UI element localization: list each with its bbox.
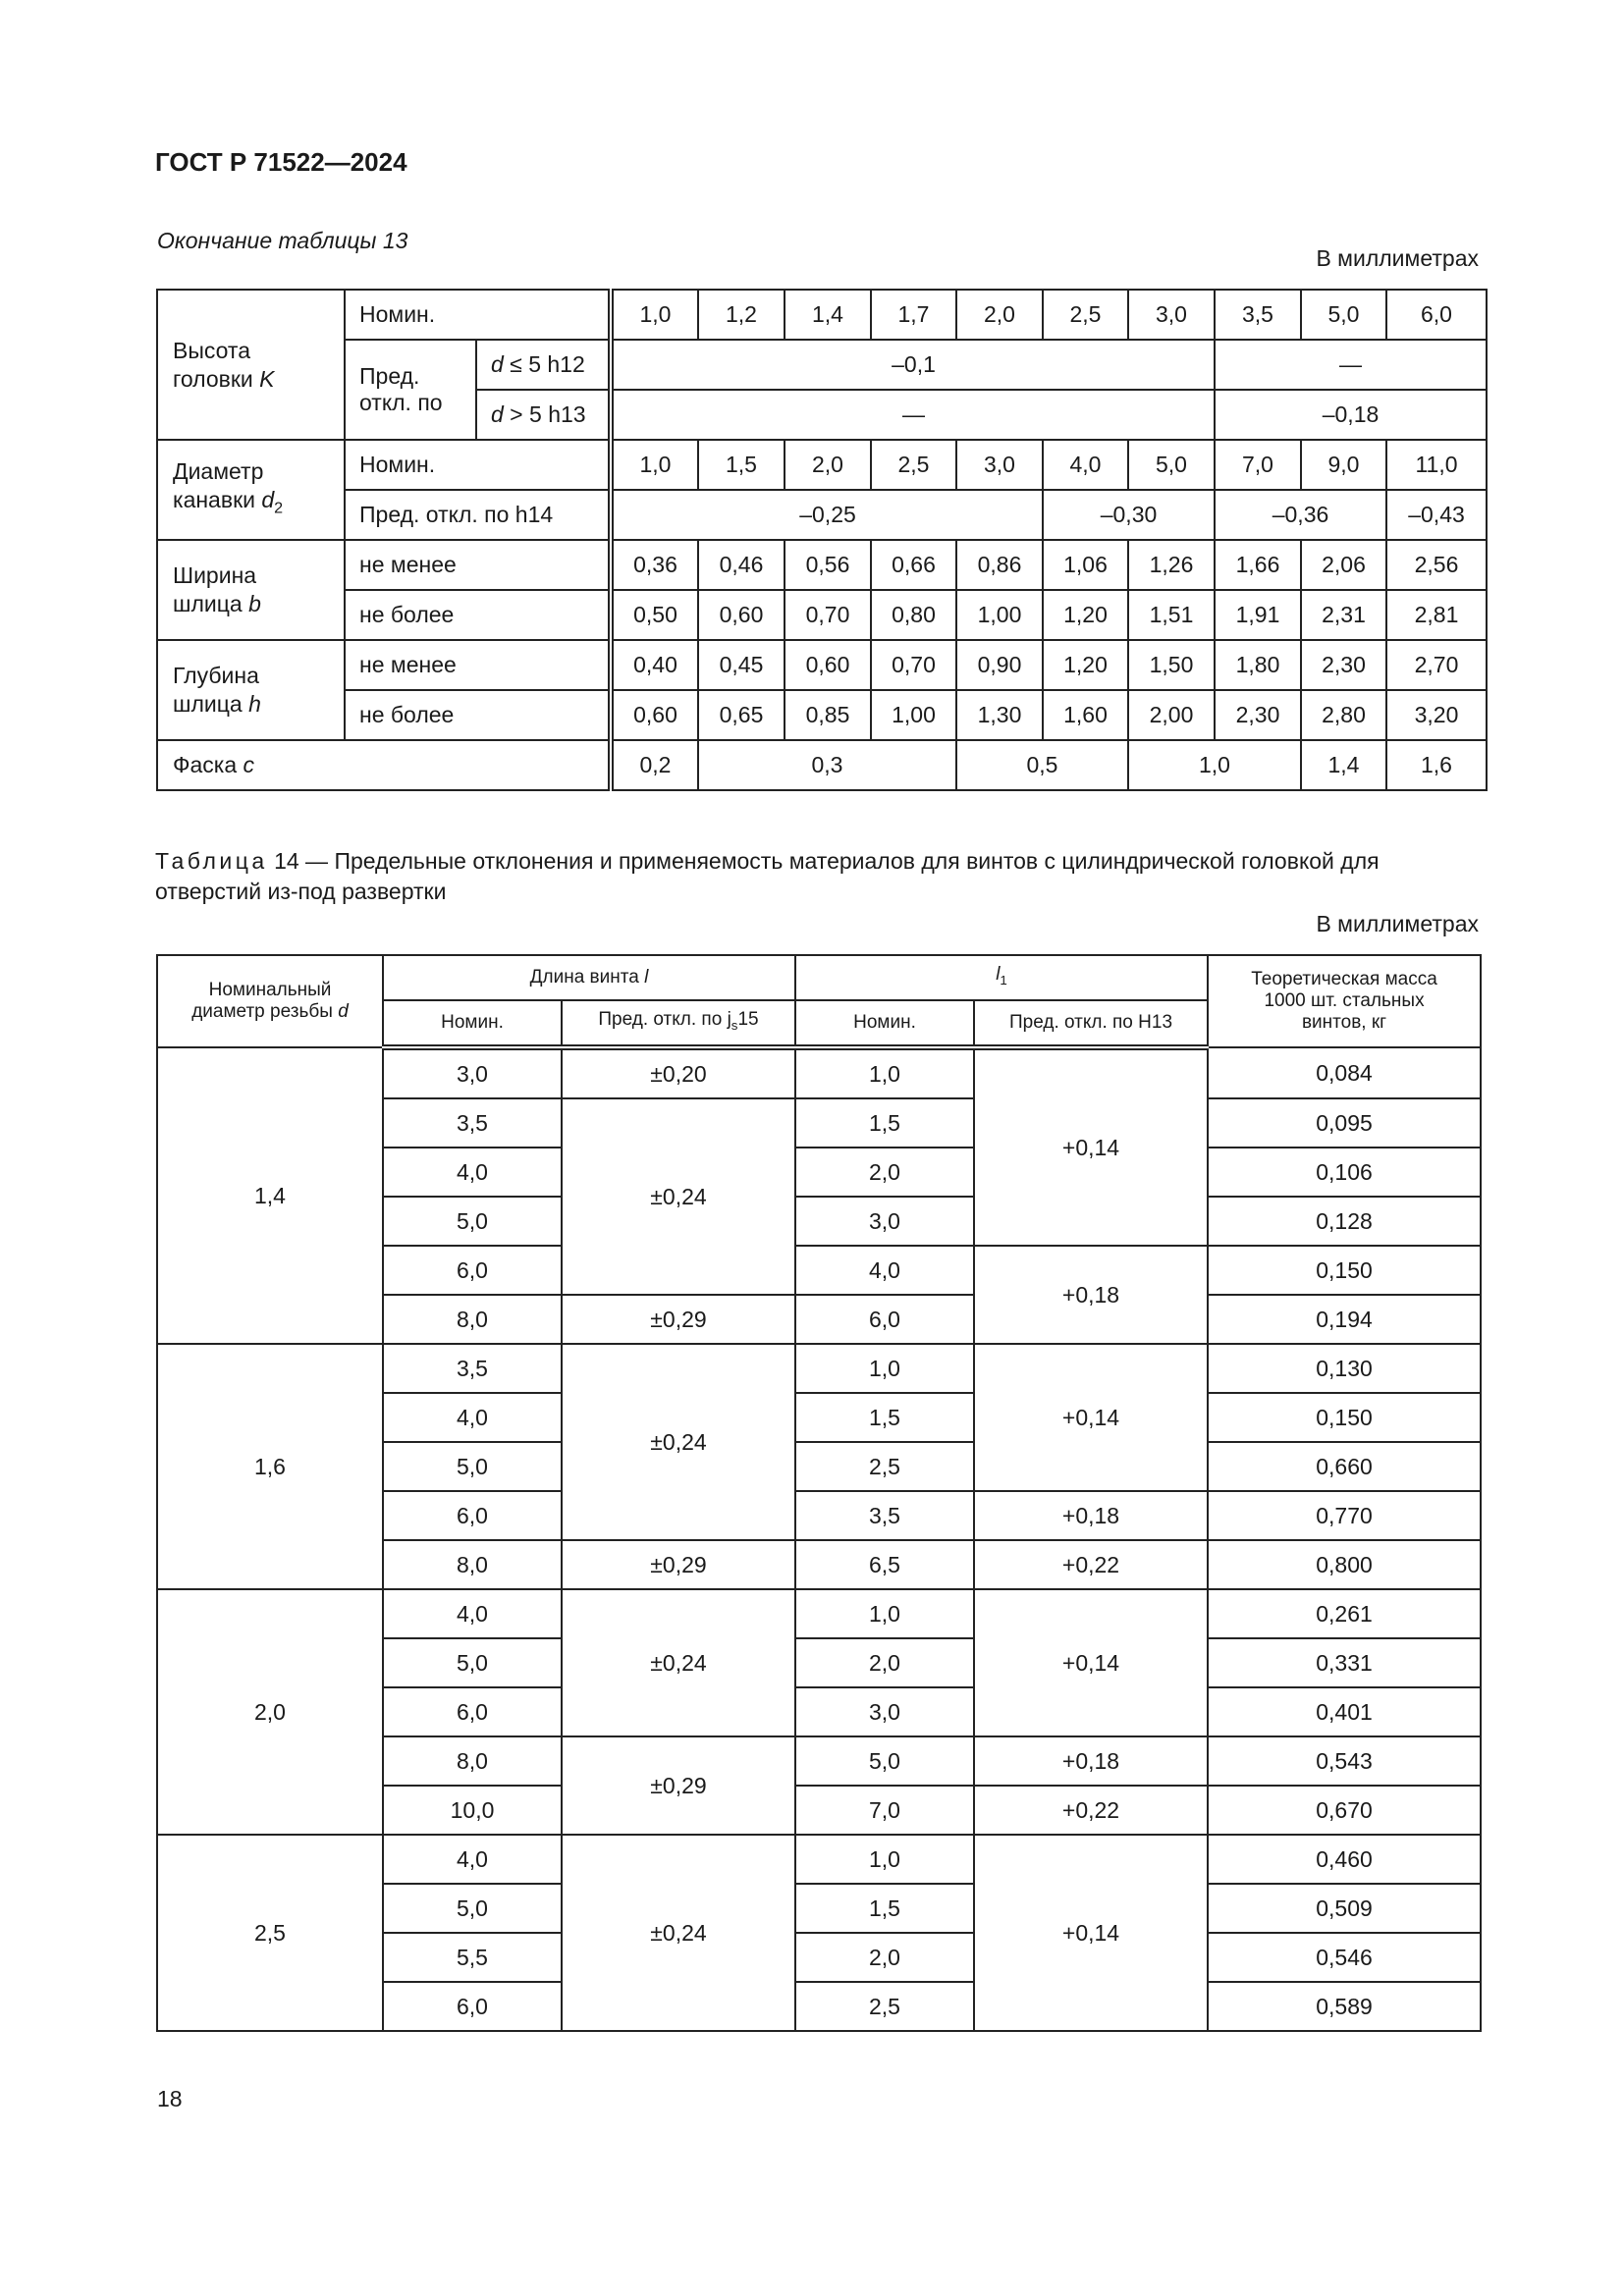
table-continuation-label: Окончание таблицы 13 [157, 228, 408, 253]
k-dev-cell: — [611, 390, 1215, 440]
h-max-cell: 1,60 [1043, 690, 1128, 740]
slot-width-label: Ширина шлица b [157, 540, 345, 640]
b-max-cell: 1,91 [1215, 590, 1301, 640]
c-cell: 1,4 [1301, 740, 1386, 790]
mass-cell: 0,543 [1208, 1736, 1481, 1786]
d2-nom-cell: 5,0 [1128, 440, 1215, 490]
length-cell: 6,0 [383, 1491, 562, 1540]
header-nominal: Номин. [383, 1000, 562, 1047]
groove-diameter-label: Диаметр канавки $d_2$ [157, 440, 345, 540]
length-dev-cell: ±0,29 [562, 1295, 795, 1344]
l1-dev-cell: +0,14 [974, 1589, 1208, 1736]
l1-dev-cell: +0,22 [974, 1786, 1208, 1835]
c-cell: 1,0 [1128, 740, 1301, 790]
h-max-cell: 1,00 [871, 690, 956, 740]
b-min-cell: 2,56 [1386, 540, 1487, 590]
h-min-cell: 2,30 [1301, 640, 1386, 690]
mass-cell: 0,095 [1208, 1098, 1481, 1148]
length-cell: 4,0 [383, 1589, 562, 1638]
header-screw-length: Длина винта l [383, 955, 795, 1000]
b-max-cell: 0,50 [611, 590, 698, 640]
d2-nom-cell: 1,5 [698, 440, 785, 490]
b-max-cell: 2,31 [1301, 590, 1386, 640]
c-cell: 0,5 [956, 740, 1128, 790]
k-dev-cell: –0,1 [611, 340, 1215, 390]
h-max-cell: 2,00 [1128, 690, 1215, 740]
h-min-cell: 1,20 [1043, 640, 1128, 690]
mass-cell: 0,401 [1208, 1687, 1481, 1736]
b-min-cell: 0,56 [785, 540, 871, 590]
l1-cell: 3,0 [795, 1687, 974, 1736]
d2-nom-cell: 11,0 [1386, 440, 1487, 490]
l1-cell: 2,0 [795, 1933, 974, 1982]
mass-cell: 0,261 [1208, 1589, 1481, 1638]
b-min-cell: 0,46 [698, 540, 785, 590]
length-cell: 4,0 [383, 1393, 562, 1442]
k-nom-cell: 3,0 [1128, 290, 1215, 340]
d2-nom-cell: 4,0 [1043, 440, 1128, 490]
b-min-cell: 0,36 [611, 540, 698, 590]
table-14-caption-text: 14 — Предельные отклонения и применяемость материалов для винтов с цилиндрической головкой для отверстий из-под развертки [155, 848, 1380, 904]
header-nominal: Номин. [795, 1000, 974, 1047]
length-cell: 3,0 [383, 1047, 562, 1098]
d2-nom-cell: 2,0 [785, 440, 871, 490]
length-cell: 5,0 [383, 1884, 562, 1933]
length-cell: 3,5 [383, 1344, 562, 1393]
length-dev-cell: ±0,29 [562, 1736, 795, 1835]
length-dev-cell: ±0,24 [562, 1344, 795, 1540]
l1-cell: 4,0 [795, 1246, 974, 1295]
l1-dev-cell: +0,14 [974, 1835, 1208, 2031]
cond-gt-label: d > 5 h13 [476, 390, 611, 440]
length-dev-cell: ±0,24 [562, 1098, 795, 1295]
h-max-cell: 3,20 [1386, 690, 1487, 740]
length-cell: 5,0 [383, 1442, 562, 1491]
l1-cell: 3,0 [795, 1197, 974, 1246]
head-height-label-k: головки K [173, 365, 275, 392]
page-number: 18 [157, 2086, 183, 2111]
b-min-cell: 1,66 [1215, 540, 1301, 590]
length-cell: 5,0 [383, 1638, 562, 1687]
mass-cell: 0,770 [1208, 1491, 1481, 1540]
mass-cell: 0,509 [1208, 1884, 1481, 1933]
h-min-cell: 2,70 [1386, 640, 1487, 690]
length-cell: 5,0 [383, 1197, 562, 1246]
d2-nom-cell: 2,5 [871, 440, 956, 490]
mass-cell: 0,084 [1208, 1047, 1481, 1098]
length-cell: 8,0 [383, 1540, 562, 1589]
length-cell: 8,0 [383, 1736, 562, 1786]
mass-cell: 0,460 [1208, 1835, 1481, 1884]
h-min-cell: 0,60 [785, 640, 871, 690]
l1-cell: 2,0 [795, 1148, 974, 1197]
mass-cell: 0,660 [1208, 1442, 1481, 1491]
mass-cell: 0,800 [1208, 1540, 1481, 1589]
d2-nom-cell: 3,0 [956, 440, 1043, 490]
d2-nom-cell: 7,0 [1215, 440, 1301, 490]
l1-cell: 2,0 [795, 1638, 974, 1687]
k-nom-cell: 1,7 [871, 290, 956, 340]
table-13-end [156, 289, 1488, 791]
length-cell: 10,0 [383, 1786, 562, 1835]
length-cell: 8,0 [383, 1295, 562, 1344]
h-min-cell: 0,45 [698, 640, 785, 690]
d2-dev-cell: –0,30 [1043, 490, 1215, 540]
h-min-cell: 0,90 [956, 640, 1043, 690]
d2-dev-cell: –0,36 [1215, 490, 1386, 540]
pred-otkl-label: Пред. откл. по [345, 340, 476, 440]
k-dev-cell: –0,18 [1215, 390, 1487, 440]
length-cell: 3,5 [383, 1098, 562, 1148]
length-dev-cell: ±0,24 [562, 1835, 795, 2031]
length-cell: 6,0 [383, 1246, 562, 1295]
diameter-cell: 1,6 [157, 1344, 383, 1589]
nominal-label: Номин. [345, 440, 611, 490]
b-max-cell: 1,00 [956, 590, 1043, 640]
b-max-cell: 0,70 [785, 590, 871, 640]
l1-dev-cell: +0,18 [974, 1491, 1208, 1540]
h-min-cell: 1,50 [1128, 640, 1215, 690]
k-nom-cell: 1,0 [611, 290, 698, 340]
b-min-cell: 1,26 [1128, 540, 1215, 590]
c-cell: 1,6 [1386, 740, 1487, 790]
c-cell: 0,2 [611, 740, 698, 790]
header-l1: $l_1$ [795, 955, 1208, 1000]
length-cell: 5,5 [383, 1933, 562, 1982]
l1-cell: 6,0 [795, 1295, 974, 1344]
d2-nom-cell: 1,0 [611, 440, 698, 490]
table-14 [156, 954, 1482, 2032]
k-dev-cell: — [1215, 340, 1487, 390]
h-min-cell: 1,80 [1215, 640, 1301, 690]
cond-le-label: d ≤ 5 h12 [476, 340, 611, 390]
l1-dev-cell: +0,18 [974, 1246, 1208, 1344]
l1-dev-cell: +0,14 [974, 1047, 1208, 1246]
mass-cell: 0,331 [1208, 1638, 1481, 1687]
l1-dev-cell: +0,14 [974, 1344, 1208, 1491]
l1-dev-cell: +0,22 [974, 1540, 1208, 1589]
k-nom-cell: 2,5 [1043, 290, 1128, 340]
length-dev-cell: ±0,20 [562, 1047, 795, 1098]
units-note: В миллиметрах [1316, 911, 1479, 936]
l1-cell: 1,0 [795, 1589, 974, 1638]
b-min-cell: 0,86 [956, 540, 1043, 590]
l1-cell: 2,5 [795, 1982, 974, 2031]
b-max-cell: 0,60 [698, 590, 785, 640]
l1-cell: 5,0 [795, 1736, 974, 1786]
table-14-caption [155, 846, 1479, 907]
l1-dev-cell: +0,18 [974, 1736, 1208, 1786]
mass-cell: 0,670 [1208, 1786, 1481, 1835]
units-note: В миллиметрах [1316, 245, 1479, 271]
h-max-cell: 1,30 [956, 690, 1043, 740]
header-dev-h13: Пред. откл. по H13 [974, 1000, 1208, 1047]
length-cell: 6,0 [383, 1982, 562, 2031]
h-min-cell: 0,40 [611, 640, 698, 690]
h-max-cell: 0,60 [611, 690, 698, 740]
b-min-cell: 1,06 [1043, 540, 1128, 590]
h-max-cell: 2,30 [1215, 690, 1301, 740]
k-nom-cell: 3,5 [1215, 290, 1301, 340]
h-min-cell: 0,70 [871, 640, 956, 690]
chamfer-label: Фаска c [157, 740, 611, 790]
h-max-cell: 0,65 [698, 690, 785, 740]
diameter-cell: 2,5 [157, 1835, 383, 2031]
b-max-cell: 1,20 [1043, 590, 1128, 640]
diameter-cell: 1,4 [157, 1047, 383, 1344]
k-nom-cell: 1,4 [785, 290, 871, 340]
mass-cell: 0,589 [1208, 1982, 1481, 2031]
header-mass: Теоретическая масса 1000 шт. стальных винтов, кг [1208, 955, 1481, 1047]
l1-cell: 1,5 [795, 1393, 974, 1442]
mass-cell: 0,130 [1208, 1344, 1481, 1393]
mass-cell: 0,106 [1208, 1148, 1481, 1197]
mass-cell: 0,128 [1208, 1197, 1481, 1246]
l1-cell: 1,0 [795, 1835, 974, 1884]
l1-cell: 3,5 [795, 1491, 974, 1540]
l1-cell: 2,5 [795, 1442, 974, 1491]
min-label: не менее [345, 540, 611, 590]
length-cell: 4,0 [383, 1835, 562, 1884]
b-max-cell: 1,51 [1128, 590, 1215, 640]
b-max-cell: 2,81 [1386, 590, 1487, 640]
h-max-cell: 2,80 [1301, 690, 1386, 740]
b-min-cell: 0,66 [871, 540, 956, 590]
k-nom-cell: 1,2 [698, 290, 785, 340]
k-nom-cell: 5,0 [1301, 290, 1386, 340]
l1-cell: 6,5 [795, 1540, 974, 1589]
b-min-cell: 2,06 [1301, 540, 1386, 590]
length-dev-cell: ±0,24 [562, 1589, 795, 1736]
header-dev-js15: Пред. откл. по $j_s15$ [562, 1000, 795, 1047]
mass-cell: 0,150 [1208, 1393, 1481, 1442]
d2-nom-cell: 9,0 [1301, 440, 1386, 490]
mass-cell: 0,546 [1208, 1933, 1481, 1982]
k-nom-cell: 2,0 [956, 290, 1043, 340]
mass-cell: 0,194 [1208, 1295, 1481, 1344]
c-cell: 0,3 [698, 740, 956, 790]
l1-cell: 7,0 [795, 1786, 974, 1835]
length-cell: 6,0 [383, 1687, 562, 1736]
head-height-label: Высота головки K [157, 290, 345, 440]
h-max-cell: 0,85 [785, 690, 871, 740]
k-nom-cell: 6,0 [1386, 290, 1487, 340]
header-thread-diameter: Номинальный диаметр резьбы d [157, 955, 383, 1047]
slot-depth-label: Глубина шлица h [157, 640, 345, 740]
mass-cell: 0,150 [1208, 1246, 1481, 1295]
max-label: не более [345, 590, 611, 640]
b-max-cell: 0,80 [871, 590, 956, 640]
l1-cell: 1,5 [795, 1884, 974, 1933]
d2-dev-cell: –0,43 [1386, 490, 1487, 540]
nominal-label: Номин. [345, 290, 611, 340]
l1-cell: 1,0 [795, 1047, 974, 1098]
length-cell: 4,0 [383, 1148, 562, 1197]
d2-dev-cell: –0,25 [611, 490, 1043, 540]
standard-code: ГОСТ Р 71522—2024 [155, 147, 407, 177]
l1-cell: 1,0 [795, 1344, 974, 1393]
diameter-cell: 2,0 [157, 1589, 383, 1835]
l1-cell: 1,5 [795, 1098, 974, 1148]
d2-dev-label: Пред. откл. по h14 [345, 490, 611, 540]
max-label: не более [345, 690, 611, 740]
table-14-caption-word: Таблица [155, 848, 268, 874]
min-label: не менее [345, 640, 611, 690]
length-dev-cell: ±0,29 [562, 1540, 795, 1589]
